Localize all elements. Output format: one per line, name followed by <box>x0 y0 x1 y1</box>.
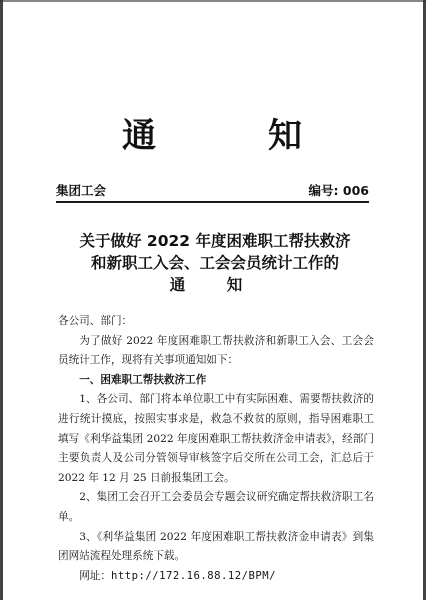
document-number: 编号: 006 <box>308 183 369 198</box>
scan-edge-left <box>0 0 3 600</box>
document-title-char-1: 通 <box>122 116 156 156</box>
subject-line-3: 通 知 <box>169 276 261 294</box>
list-item-3: 3、《利华益集团 2022 年度困难职工帮扶救济金申请表》到集团网站流程处理系统下载。 <box>58 530 374 563</box>
subject-line-1: 关于做好 2022 年度困难职工帮扶救济 <box>79 232 351 250</box>
scan-edge-top <box>0 0 426 2</box>
list-item-1: 1、各公司、部门将本单位职工中有实际困难、需要帮扶救济的进行统计摸底，按照实事求是，救急不救贫的原则，指导困难职工填写《利华益集团 2022 年度困难职工帮扶救济金申请表》，经部门主要负责人及公司分管领导审核签字后交所在公司工会，汇总后于 2022 年 12 月 25 日前报集团工会。 <box>58 393 374 484</box>
issuing-organization: 集团工会 <box>56 183 107 198</box>
document-header <box>56 181 369 196</box>
intro-paragraph: 为了做好 2022 年度困难职工帮扶救济和新职工入会、工会会员统计工作，现将有关事项通知如下： <box>58 334 374 367</box>
bpm-url: http://172.16.88.12/BPM/ <box>110 569 277 582</box>
url-label: 网址： <box>79 569 111 582</box>
url-line <box>58 567 374 587</box>
subject-line-2: 和新职工入会、工会会员统计工作的 <box>90 254 339 272</box>
header-divider <box>56 201 369 203</box>
list-item-2: 2、集团工会召开工会委员会专题会议研究确定帮扶救济职工名单。 <box>58 491 374 523</box>
notice-subject <box>40 230 390 296</box>
document-title-char-2: 知 <box>268 116 302 156</box>
section-heading-1: 一、困难职工帮扶救济工作 <box>79 373 207 386</box>
notice-body <box>58 312 374 586</box>
salutation: 各公司、部门： <box>58 315 133 327</box>
